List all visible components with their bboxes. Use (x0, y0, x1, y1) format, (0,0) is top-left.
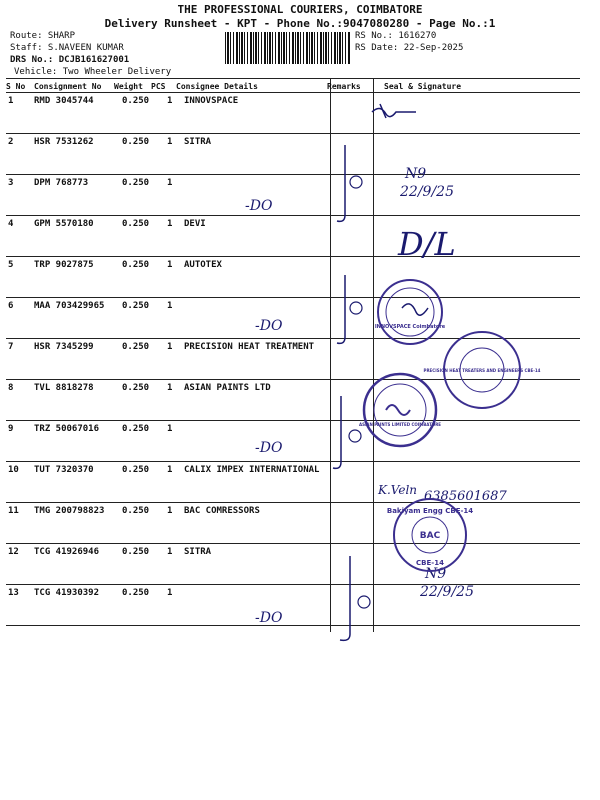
row-consignment: RMD 3045744 (34, 96, 94, 106)
row-weight: 0.250 (122, 301, 150, 311)
row-consignee: SITRA (184, 137, 212, 147)
row-sno: 12 (8, 547, 19, 557)
row-sno: 8 (8, 383, 14, 393)
row-pcs: 1 (167, 465, 173, 475)
row-consignment: HSR 7531262 (34, 137, 94, 147)
row-weight: 0.250 (122, 588, 150, 598)
row-consignee: BAC COMRESSORS (184, 506, 260, 516)
row-consignee: ASIAN PAINTS LTD (184, 383, 271, 393)
remarks-circle-4 (358, 596, 370, 608)
initials-row4: D/L (398, 225, 456, 263)
signature-row1 (372, 104, 416, 118)
date-mark-2-bottom: 22/9/25 (420, 584, 474, 600)
row-consignee: AUTOTEX (184, 260, 222, 270)
row-sno: 6 (8, 301, 14, 311)
date-mark-2-top: N9 (425, 566, 447, 582)
row-sno: 7 (8, 342, 14, 352)
row-consignment: TVL 8818278 (34, 383, 94, 393)
row-weight: 0.250 (122, 219, 150, 229)
row-consignee: SITRA (184, 547, 212, 557)
do-mark-row3: -DO (245, 198, 273, 214)
row-pcs: 1 (167, 96, 173, 106)
remarks-hook-3 (333, 396, 341, 468)
row-sno: 4 (8, 219, 14, 229)
row-sno: 11 (8, 506, 19, 516)
row-sno: 5 (8, 260, 14, 270)
row-weight: 0.250 (122, 96, 150, 106)
date-mark-1-bottom: 22/9/25 (400, 184, 454, 200)
row-consignee: INNOVSPACE (184, 96, 239, 106)
row-consignment: TCG 41930392 (34, 588, 100, 598)
name-mark-row10: K.Veln (378, 483, 418, 497)
row-consignment: DPM 768773 (34, 178, 89, 188)
row-consignment: TMG 200798823 (34, 506, 105, 516)
col-pcs: PCS (151, 82, 166, 91)
row-pcs: 1 (167, 137, 173, 147)
svg-text:Bakiyam Engg CBE-14: Bakiyam Engg CBE-14 (386, 507, 474, 515)
staff: Staff: S.NAVEEN KUMAR (10, 43, 124, 53)
col-consignment: Consignment No (34, 82, 102, 91)
row-consignment: HSR 7345299 (34, 342, 94, 352)
row-weight: 0.250 (122, 465, 150, 475)
row-pcs: 1 (167, 219, 173, 229)
date-mark-1-top: N9 (405, 166, 427, 182)
row-weight: 0.250 (122, 260, 150, 270)
svg-text:PRECISION HEAT TREATERS AND EN: PRECISION HEAT TREATERS AND ENGINEERS CBE-14 (423, 368, 541, 373)
remarks-hook-4 (340, 556, 350, 640)
row-pcs: 1 (167, 547, 173, 557)
row-consignment: MAA 703429965 (34, 301, 105, 311)
row-weight: 0.250 (122, 178, 150, 188)
remarks-hook-1 (337, 145, 345, 221)
runsheet-subtitle: Delivery Runsheet - KPT - Phone No.:9047080280 - Page No.:1 (104, 17, 496, 30)
remarks-circle-2 (350, 302, 362, 314)
stamp-innovspace (375, 280, 446, 344)
row-pcs: 1 (167, 260, 173, 270)
row-consignment: TUT 7320370 (34, 465, 94, 475)
col-remarks: Remarks (327, 82, 361, 91)
phone-mark-row10: 6385601687 (424, 489, 507, 504)
row-pcs: 1 (167, 342, 173, 352)
row-pcs: 1 (167, 178, 173, 188)
row-sno: 2 (8, 137, 14, 147)
rs-date: RS Date: 22-Sep-2025 (355, 43, 464, 53)
remarks-hook-2 (337, 275, 345, 343)
row-consignment: GPM 5570180 (34, 219, 94, 229)
row-pcs: 1 (167, 588, 173, 598)
row-consignment: TCG 41926946 (34, 547, 100, 557)
stamp-asian-paints (359, 374, 441, 446)
row-sno: 9 (8, 424, 14, 434)
row-consignee: CALIX IMPEX INTERNATIONAL (184, 465, 320, 475)
row-consignee: DEVI (184, 219, 206, 229)
row-consignment: TRZ 50067016 (34, 424, 100, 434)
row-sno: 1 (8, 96, 14, 106)
svg-text:ASIAN PAINTS LIMITED COIMBATOR: ASIAN PAINTS LIMITED COIMBATORE (358, 422, 442, 427)
remarks-circle-3 (349, 430, 361, 442)
do-mark-row9: -DO (255, 440, 283, 456)
col-seal: Seal & Signature (384, 82, 462, 91)
do-mark-row13: -DO (255, 610, 283, 626)
col-consignee: Consignee Details (176, 82, 258, 91)
rs-number: RS No.: 1616270 (355, 31, 437, 41)
company-title: THE PROFESSIONAL COURIERS, COIMBATORE (177, 3, 423, 16)
row-consignee: PRECISION HEAT TREATMENT (184, 342, 315, 352)
row-sno: 3 (8, 178, 14, 188)
row-pcs: 1 (167, 383, 173, 393)
svg-text:INNOVSPACE Coimbatore: INNOVSPACE Coimbatore (374, 324, 446, 330)
remarks-circle-1 (350, 176, 362, 188)
route: Route: SHARP (10, 31, 76, 41)
vehicle: Vehicle: Two Wheeler Delivery (14, 67, 172, 77)
stamp-bakiyam (387, 499, 473, 571)
row-weight: 0.250 (122, 342, 150, 352)
row-weight: 0.250 (122, 424, 150, 434)
row-pcs: 1 (167, 301, 173, 311)
row-weight: 0.250 (122, 383, 150, 393)
svg-text:CBE-14: CBE-14 (416, 559, 444, 567)
stamp-precision (424, 332, 541, 408)
row-pcs: 1 (167, 506, 173, 516)
row-weight: 0.250 (122, 547, 150, 557)
do-mark-row6: -DO (255, 318, 283, 334)
col-sno: S No (6, 82, 26, 91)
row-sno: 13 (8, 588, 19, 598)
col-weight: Weight (114, 82, 143, 91)
row-weight: 0.250 (122, 137, 150, 147)
row-pcs: 1 (167, 424, 173, 434)
row-weight: 0.250 (122, 506, 150, 516)
drs-number: DRS No.: DCJB161627001 (10, 55, 130, 65)
row-sno: 10 (8, 465, 19, 475)
row-consignment: TRP 9027875 (34, 260, 94, 270)
svg-text:BAC: BAC (419, 531, 441, 541)
